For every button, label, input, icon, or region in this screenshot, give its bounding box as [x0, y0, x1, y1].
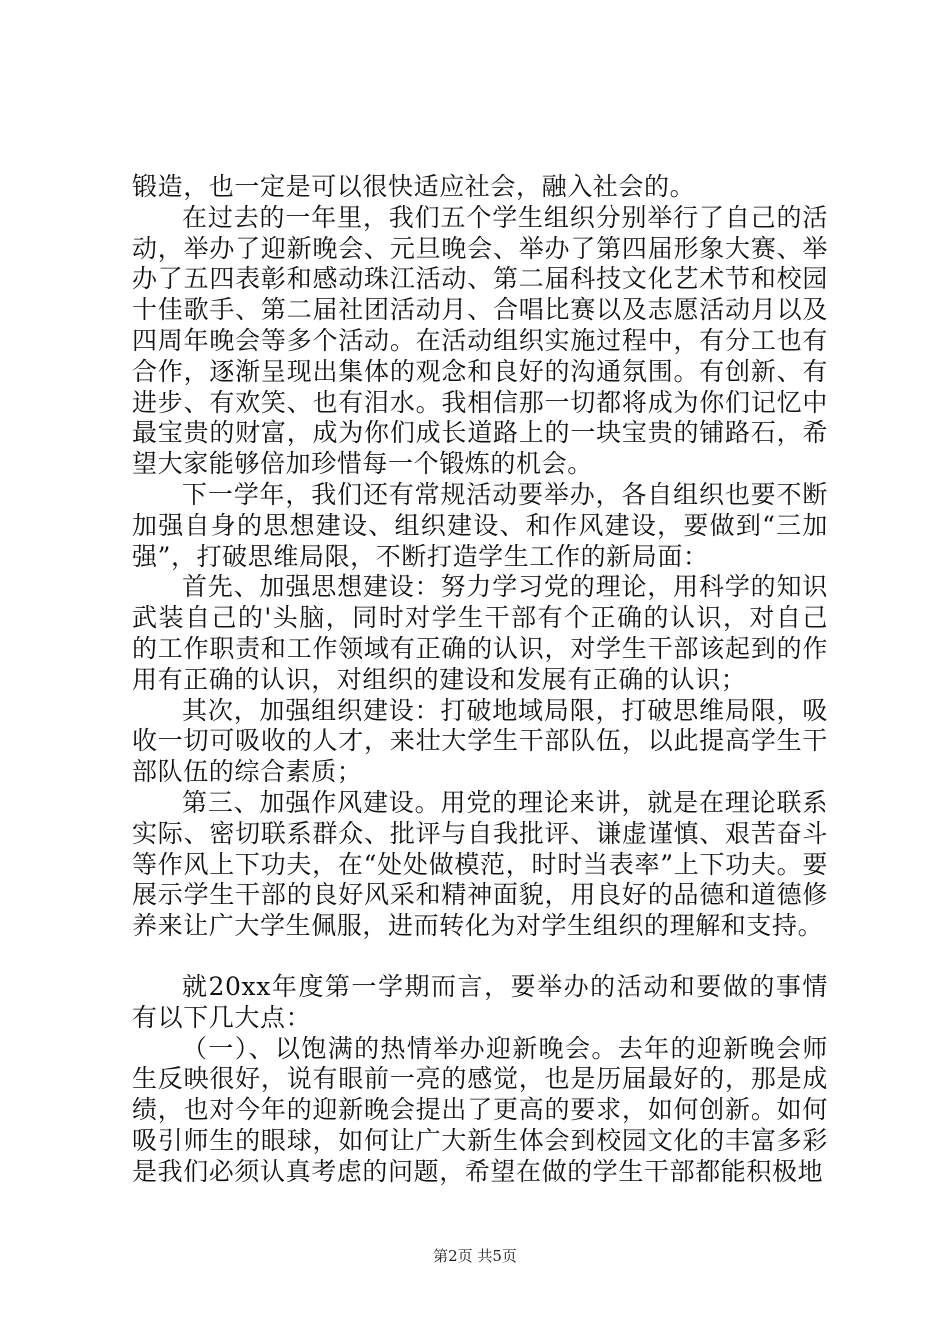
paragraph-continuation: 锻造，也一定是可以很快适应社会，融入社会的。: [132, 172, 696, 201]
paragraph-ideology-building: 首先、加强思想建设：努力学习党的理论，用科学的知识武装自己的'头脑，同时对学生干部有个正确的认识，对自己的工作职责和工作领域有正确的认识，对学生干部该起到的作用有正确的认识，对组织的建设和发展有正确的认识；: [132, 572, 828, 694]
paragraph-welcome-party: （一）、以饱满的热情举办迎新晚会。去年的迎新晚会师生反映很好，说有眼前一亮的感觉，也是历届最好的，那是成绩，也对今年的迎新晚会提出了更高的要求，如何创新。如何吸引师生的眼球，如何让广大新生体会到校园文化的丰富多彩是我们必须认真考虑的问题，希望在做的学生干部都能积极地: [132, 1033, 828, 1186]
paragraph-past-year-activities: 在过去的一年里，我们五个学生组织分别举行了自己的活动，举办了迎新晚会、元旦晚会、举办了第四届形象大赛、举办了五四表彰和感动珠江活动、第二届科技文化艺术节和校园十佳歌手、第二届社团活动月、合唱比赛以及志愿活动月以及四周年晚会等多个活动。在活动组织实施过程中，有分工也有合作，逐渐呈现出集体的观念和良好的沟通氛围。有创新、有进步、有欢笑、也有泪水。我相信那一切都将成为你们记忆中最宝贵的财富，成为你们成长道路上的一块宝贵的铺路石，希望大家能够倍加珍惜每一个锻炼的机会。: [132, 202, 828, 479]
paragraph-work-style-building: 第三、加强作风建设。用党的理论来讲，就是在理论联系实际、密切联系群众、批评与自我批评、谦虚谨慎、艰苦奋斗等作风上下功夫，在“处处做模范，时时当表率”上下功夫。要展示学生干部的良好风采和精神面貌，用良好的品德和道德修养来让广大学生佩服，进而转化为对学生组织的理解和支持。: [132, 787, 828, 941]
paragraph-semester-intro: 就20xx年度第一学期而言，要举办的活动和要做的事情有以下几大点：: [132, 971, 828, 1032]
page-footer: 第2页 共5页: [433, 1247, 517, 1265]
paragraph-next-year-plan: 下一学年，我们还有常规活动要举办，各自组织也要不断加强自身的思想建设、组织建设、和作风建设，要做到“三加强”，打破思维局限，不断打造学生工作的新局面：: [132, 479, 828, 571]
paragraph-gap: [132, 942, 828, 972]
document-body: [132, 172, 828, 1188]
paragraph-organization-building: 其次，加强组织建设：打破地域局限，打破思维局限，吸收一切可吸收的人才，来壮大学生干部队伍，以此提高学生干部队伍的综合素质；: [132, 695, 828, 787]
